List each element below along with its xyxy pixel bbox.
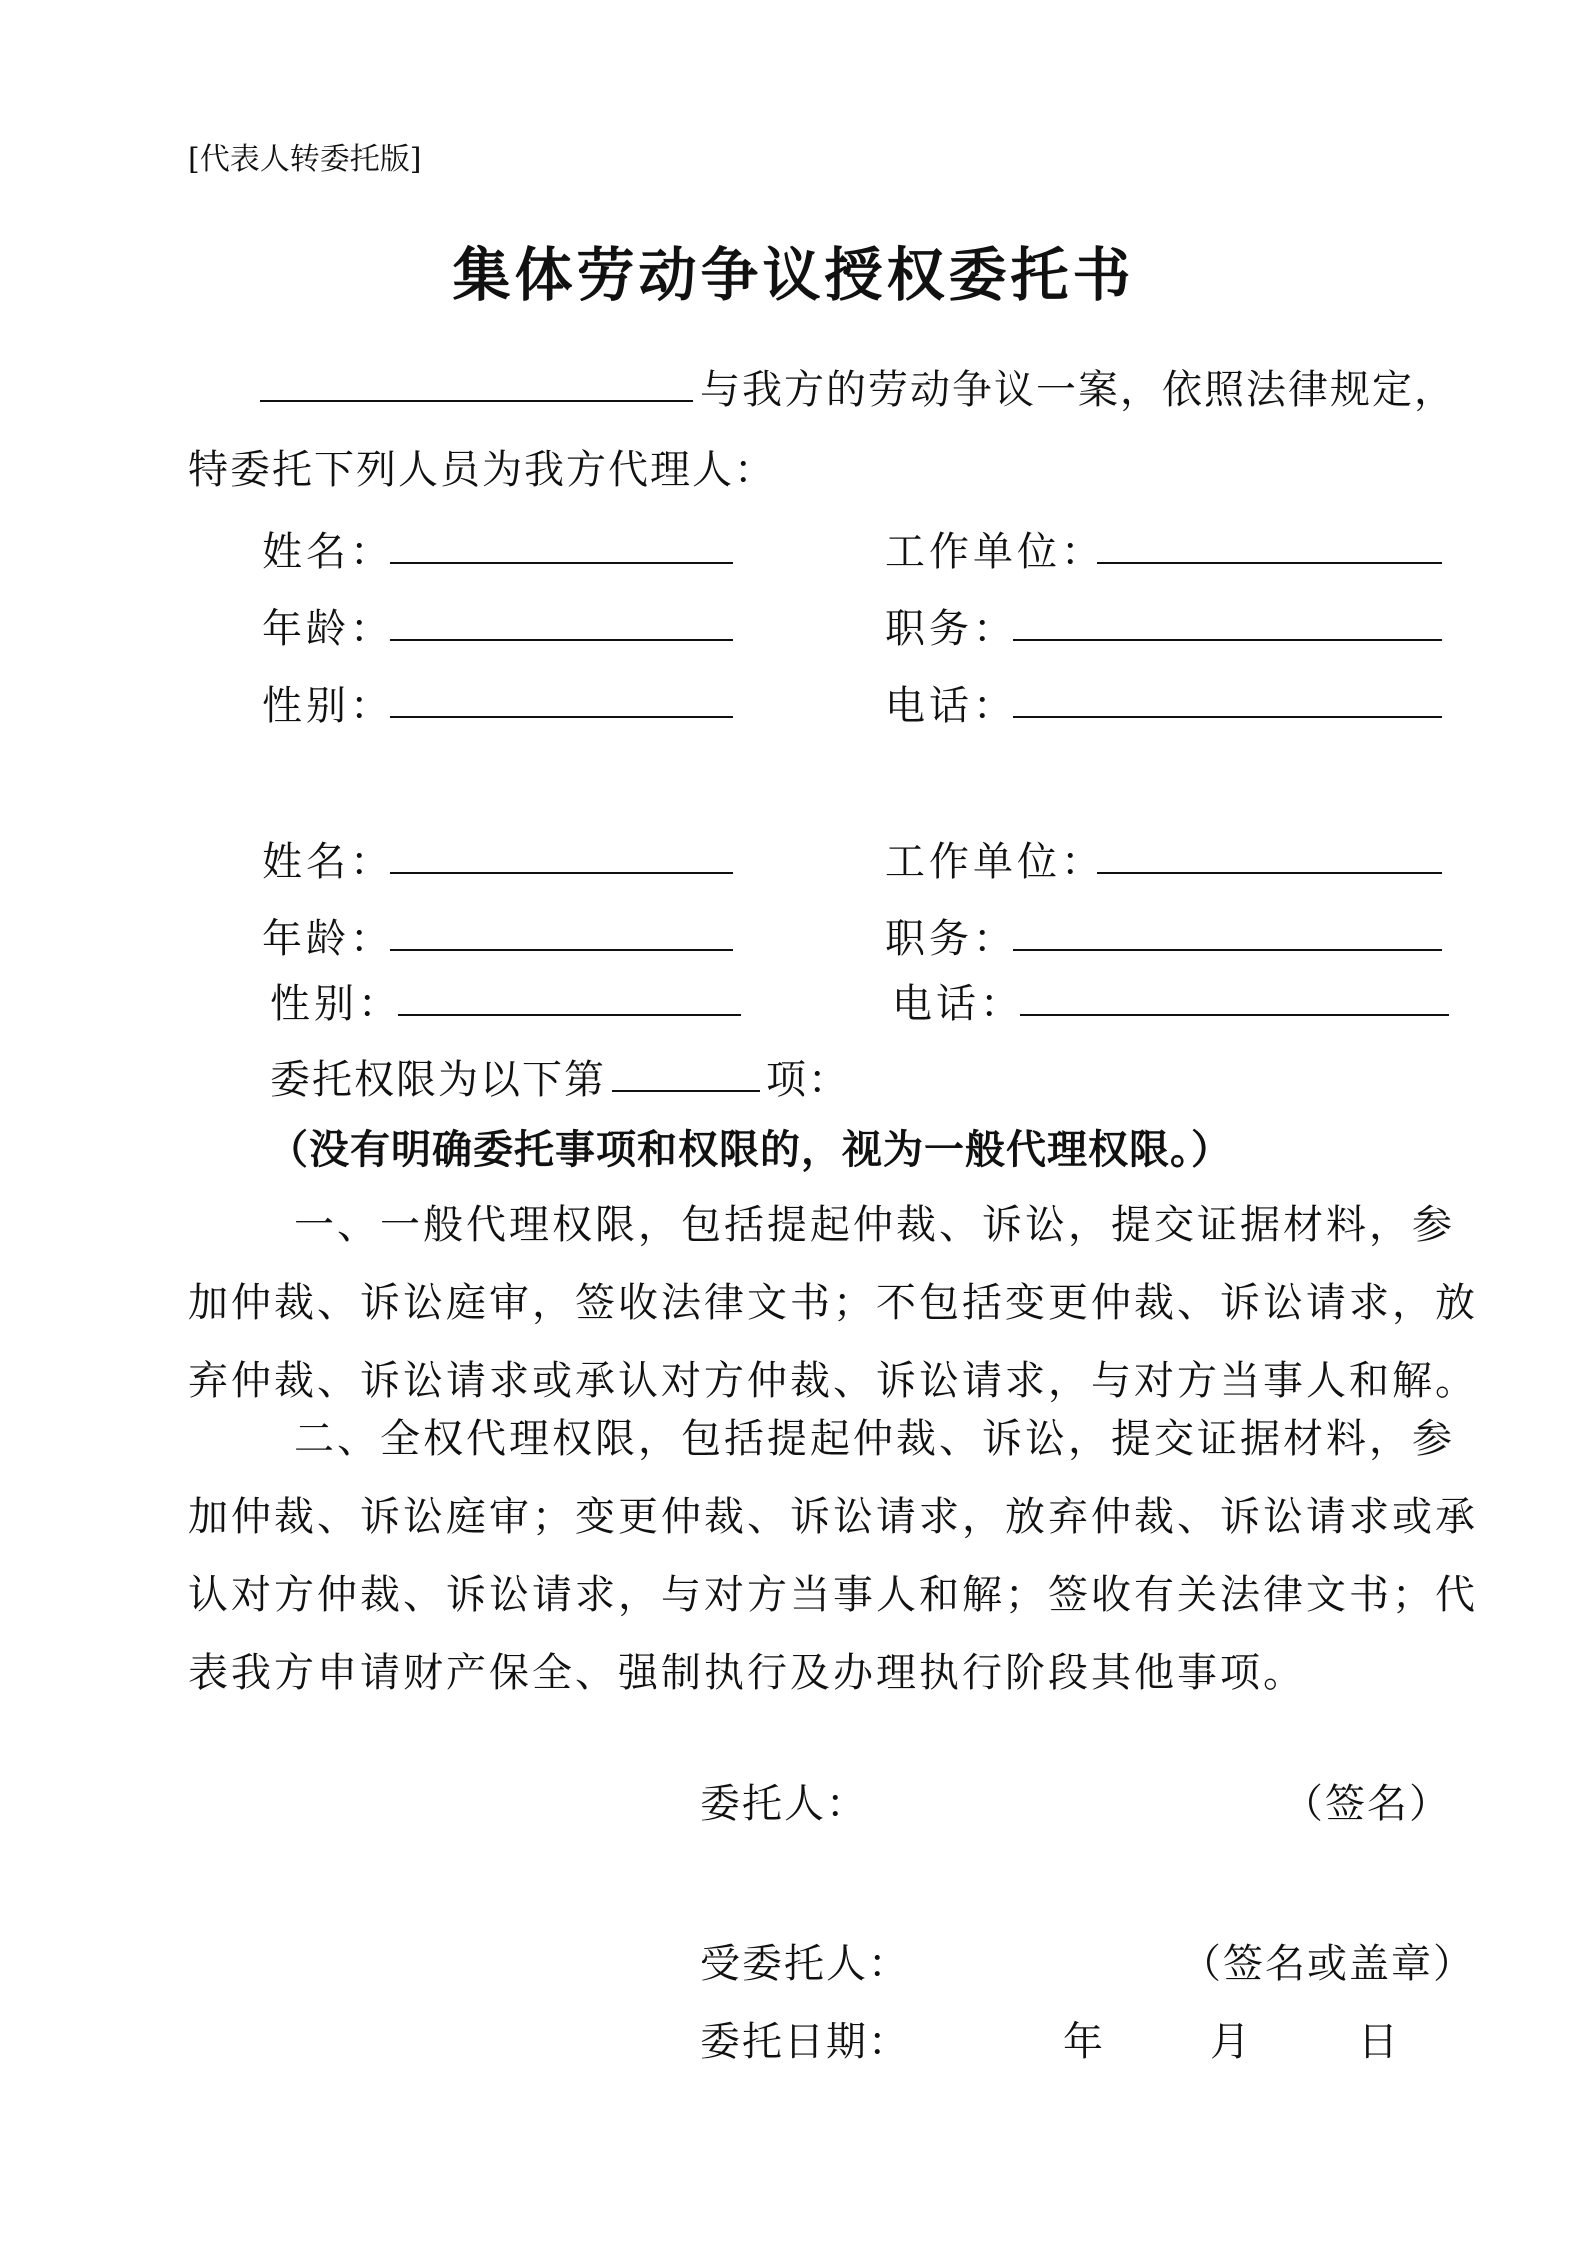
date-year: 年 <box>1063 2019 1105 2065</box>
principal-label: 委托人： <box>700 1781 868 1827</box>
agent-2-name-label: 姓名： <box>262 839 394 885</box>
scope-prefix: 委托权限为以下第 <box>270 1057 606 1103</box>
agent-1-name-field[interactable] <box>390 560 733 564</box>
agent-1-age-field[interactable] <box>390 637 733 641</box>
scope-item-blank[interactable] <box>612 1088 760 1092</box>
agent-2-phone-field[interactable] <box>1020 1012 1449 1016</box>
clause-2-line: 加仲裁、诉讼庭审；变更仲裁、诉讼请求，放弃仲裁、诉讼请求或承 <box>188 1494 1478 1540</box>
agent-1-age-label: 年龄： <box>262 606 394 652</box>
agent-2-gender-label: 性别： <box>270 981 402 1027</box>
agent-1-gender-field[interactable] <box>390 714 733 718</box>
agent-2-age-field[interactable] <box>390 947 733 951</box>
agent-2-workplace-label: 工作单位： <box>885 839 1105 885</box>
clause-1-line: 弃仲裁、诉讼请求或承认对方仲裁、诉讼请求，与对方当事人和解。 <box>188 1358 1478 1404</box>
intro-line1: 与我方的劳动争议一案，依照法律规定， <box>700 367 1456 413</box>
date-label: 委托日期： <box>700 2019 910 2065</box>
opposing-party-blank[interactable] <box>260 398 693 402</box>
agent-2-name-field[interactable] <box>390 870 733 874</box>
agent-2-age-label: 年龄： <box>262 916 394 962</box>
agent-1-name-label: 姓名： <box>262 529 394 575</box>
date-day: 日 <box>1358 2019 1400 2065</box>
agent-1-gender-label: 性别： <box>262 683 394 729</box>
agent-1-position-field[interactable] <box>1013 637 1442 641</box>
agent-2-phone-label: 电话： <box>892 981 1024 1027</box>
agent-2-position-label: 职务： <box>885 916 1017 962</box>
agent-signature-label: 受委托人： <box>700 1941 910 1987</box>
intro-line2: 特委托下列人员为我方代理人： <box>188 447 776 493</box>
clause-2-line: 认对方仲裁、诉讼请求，与对方当事人和解；签收有关法律文书；代 <box>188 1572 1478 1618</box>
clause-1 <box>188 1186 1478 1420</box>
agent-signature-note[interactable]: （签名或盖章） <box>1181 1941 1475 1987</box>
scope-suffix: 项： <box>766 1057 850 1103</box>
clause-1-line: 一、一般代理权限，包括提起仲裁、诉讼，提交证据材料，参 <box>294 1202 1455 1248</box>
agent-1-phone-label: 电话： <box>885 683 1017 729</box>
page-title: 集体劳动争议授权委托书 <box>452 241 1135 309</box>
default-scope-note: （没有明确委托事项和权限的，视为一般代理权限。） <box>268 1126 1232 1173</box>
date-month: 月 <box>1210 2019 1252 2065</box>
clause-2-line: 表我方申请财产保全、强制执行及办理执行阶段其他事项。 <box>188 1650 1306 1696</box>
clause-2-line: 二、全权代理权限，包括提起仲裁、诉讼，提交证据材料，参 <box>294 1416 1455 1462</box>
clause-2 <box>188 1400 1478 1712</box>
principal-signature-note[interactable]: （签名） <box>1283 1781 1451 1827</box>
version-tag: [代表人转委托版] <box>188 142 422 177</box>
agent-2-position-field[interactable] <box>1013 947 1442 951</box>
agent-2-gender-field[interactable] <box>398 1012 741 1016</box>
agent-1-phone-field[interactable] <box>1013 714 1442 718</box>
clause-1-line: 加仲裁、诉讼庭审，签收法律文书；不包括变更仲裁、诉讼请求，放 <box>188 1280 1478 1326</box>
agent-1-workplace-label: 工作单位： <box>885 529 1105 575</box>
agent-1-position-label: 职务： <box>885 606 1017 652</box>
agent-2-workplace-field[interactable] <box>1097 870 1442 874</box>
agent-1-workplace-field[interactable] <box>1097 560 1442 564</box>
